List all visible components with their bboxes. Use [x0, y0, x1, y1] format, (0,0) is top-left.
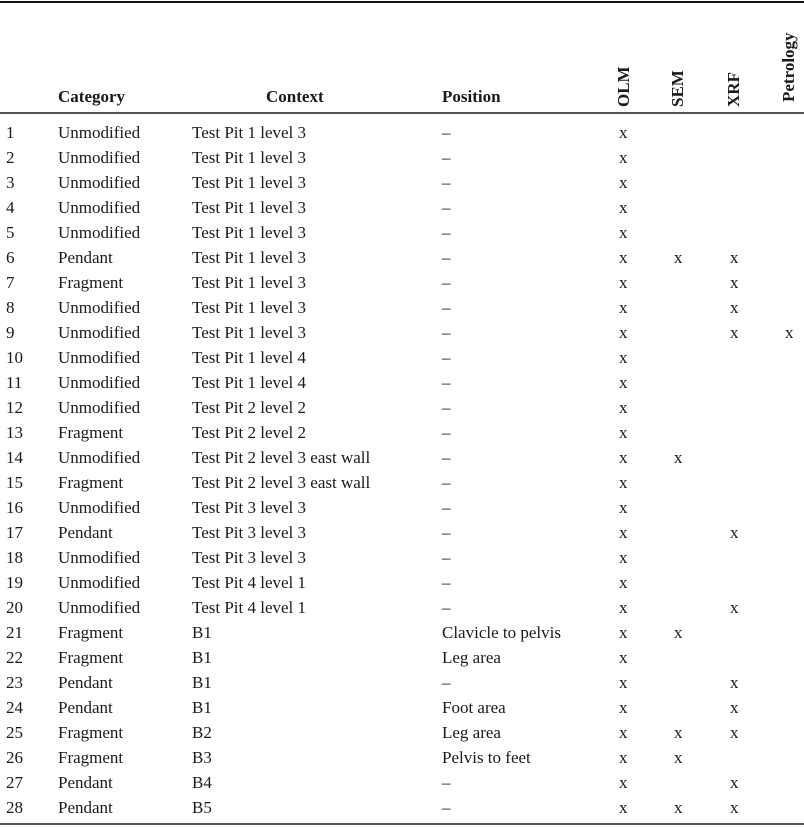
row-id: 25	[6, 723, 23, 742]
table-row	[0, 595, 804, 620]
context-cell: Test Pit 2 level 2	[192, 398, 307, 417]
table-row	[0, 495, 804, 520]
category-cell: Unmodified	[58, 173, 141, 192]
olm-cell: x	[619, 798, 628, 817]
table-row	[0, 420, 804, 445]
position-cell: –	[442, 248, 451, 267]
context-cell: Test Pit 2 level 2	[192, 423, 307, 442]
context-cell: B2	[192, 723, 212, 742]
row-id: 1	[6, 123, 15, 142]
category-cell: Pendant	[58, 698, 113, 717]
context-cell: Test Pit 1 level 3	[192, 123, 307, 142]
row-id: 26	[6, 748, 23, 767]
context-cell: B1	[192, 698, 212, 717]
row-id: 3	[6, 173, 15, 192]
header-position: Position	[442, 87, 501, 106]
position-cell: –	[442, 498, 451, 517]
category-cell: Unmodified	[58, 498, 141, 517]
context-cell: Test Pit 1 level 3	[192, 273, 307, 292]
olm-cell: x	[619, 473, 628, 492]
olm-cell: x	[619, 398, 628, 417]
row-id: 7	[6, 273, 15, 292]
category-cell: Pendant	[58, 248, 113, 267]
row-id: 12	[6, 398, 23, 417]
category-cell: Fragment	[58, 748, 124, 767]
olm-cell: x	[619, 148, 628, 167]
context-cell: B1	[192, 673, 212, 692]
header-context: Context	[266, 87, 324, 106]
olm-cell: x	[619, 573, 628, 592]
row-id: 19	[6, 573, 23, 592]
category-cell: Unmodified	[58, 198, 141, 217]
xrf-cell: x	[730, 523, 739, 542]
sem-cell: x	[674, 623, 683, 642]
context-cell: Test Pit 2 level 3 east wall	[192, 448, 371, 467]
olm-cell: x	[619, 173, 628, 192]
olm-cell: x	[619, 598, 628, 617]
table-row	[0, 245, 804, 270]
table-row	[0, 320, 804, 345]
position-cell: –	[442, 573, 451, 592]
table-row	[0, 520, 804, 545]
table-top-rule	[0, 1, 804, 3]
category-cell: Pendant	[58, 773, 113, 792]
row-id: 6	[6, 248, 15, 267]
olm-cell: x	[619, 373, 628, 392]
category-cell: Unmodified	[58, 348, 141, 367]
olm-cell: x	[619, 298, 628, 317]
category-cell: Pendant	[58, 673, 113, 692]
position-cell: –	[442, 423, 451, 442]
category-cell: Unmodified	[58, 323, 141, 342]
row-id: 21	[6, 623, 23, 642]
table-row	[0, 770, 804, 795]
olm-cell: x	[619, 198, 628, 217]
position-cell: –	[442, 448, 451, 467]
category-cell: Unmodified	[58, 398, 141, 417]
table-row	[0, 545, 804, 570]
category-cell: Unmodified	[58, 123, 141, 142]
position-cell: Leg area	[442, 648, 501, 667]
row-id: 13	[6, 423, 23, 442]
xrf-cell: x	[730, 673, 739, 692]
context-cell: Test Pit 1 level 3	[192, 248, 307, 267]
sem-cell: x	[674, 748, 683, 767]
olm-cell: x	[619, 748, 628, 767]
header-category: Category	[58, 87, 126, 106]
table-row	[0, 620, 804, 645]
olm-cell: x	[619, 223, 628, 242]
context-cell: Test Pit 1 level 3	[192, 323, 307, 342]
position-cell: –	[442, 198, 451, 217]
table-row	[0, 120, 804, 145]
context-cell: Test Pit 4 level 1	[192, 573, 307, 592]
table-row	[0, 395, 804, 420]
xrf-cell: x	[730, 273, 739, 292]
olm-cell: x	[619, 273, 628, 292]
context-cell: Test Pit 1 level 3	[192, 148, 307, 167]
category-cell: Pendant	[58, 798, 113, 817]
row-id: 23	[6, 673, 23, 692]
olm-cell: x	[619, 723, 628, 742]
category-cell: Unmodified	[58, 448, 141, 467]
table-row	[0, 570, 804, 595]
olm-cell: x	[619, 248, 628, 267]
table-row	[0, 645, 804, 670]
row-id: 4	[6, 198, 15, 217]
row-id: 22	[6, 648, 23, 667]
table-row	[0, 470, 804, 495]
olm-cell: x	[619, 498, 628, 517]
xrf-cell: x	[730, 798, 739, 817]
context-cell: Test Pit 1 level 4	[192, 348, 307, 367]
context-cell: Test Pit 3 level 3	[192, 498, 307, 517]
context-cell: Test Pit 1 level 3	[192, 198, 307, 217]
context-cell: Test Pit 3 level 3	[192, 548, 307, 567]
context-cell: Test Pit 4 level 1	[192, 598, 307, 617]
table-row	[0, 445, 804, 470]
table-row	[0, 720, 804, 745]
row-id: 11	[6, 373, 23, 392]
sem-cell: x	[674, 723, 683, 742]
position-cell: –	[442, 348, 451, 367]
row-id: 17	[6, 523, 23, 542]
olm-cell: x	[619, 773, 628, 792]
row-id: 24	[6, 698, 23, 717]
category-cell: Pendant	[58, 523, 113, 542]
position-cell: –	[442, 598, 451, 617]
xrf-cell: x	[730, 773, 739, 792]
position-cell: Leg area	[442, 723, 501, 742]
olm-cell: x	[619, 448, 628, 467]
olm-cell: x	[619, 623, 628, 642]
petrology-cell: x	[785, 323, 794, 342]
row-id: 8	[6, 298, 15, 317]
row-id: 20	[6, 598, 23, 617]
row-id: 10	[6, 348, 23, 367]
position-cell: –	[442, 398, 451, 417]
row-id: 5	[6, 223, 15, 242]
olm-cell: x	[619, 523, 628, 542]
table-bottom-rule	[0, 823, 804, 825]
context-cell: Test Pit 1 level 3	[192, 298, 307, 317]
category-cell: Unmodified	[58, 223, 141, 242]
table-row	[0, 695, 804, 720]
category-cell: Unmodified	[58, 573, 141, 592]
position-cell: Foot area	[442, 698, 506, 717]
row-id: 15	[6, 473, 23, 492]
position-cell: –	[442, 548, 451, 567]
sem-cell: x	[674, 448, 683, 467]
table-row	[0, 745, 804, 770]
olm-cell: x	[619, 423, 628, 442]
row-id: 9	[6, 323, 15, 342]
row-id: 27	[6, 773, 23, 792]
xrf-cell: x	[730, 248, 739, 267]
context-cell: Test Pit 1 level 3	[192, 223, 307, 242]
position-cell: –	[442, 798, 451, 817]
table-row	[0, 670, 804, 695]
xrf-cell: x	[730, 323, 739, 342]
sem-cell: x	[674, 248, 683, 267]
header-xrf: XRF	[724, 72, 743, 107]
olm-cell: x	[619, 648, 628, 667]
category-cell: Fragment	[58, 473, 124, 492]
table-row	[0, 145, 804, 170]
header-petrology: Petrology	[779, 32, 798, 102]
category-cell: Unmodified	[58, 598, 141, 617]
table-body	[0, 120, 804, 820]
olm-cell: x	[619, 548, 628, 567]
table-header-rule	[0, 112, 804, 114]
header-olm: OLM	[614, 66, 633, 107]
context-cell: B1	[192, 623, 212, 642]
table-row	[0, 270, 804, 295]
position-cell: –	[442, 673, 451, 692]
table-row	[0, 220, 804, 245]
table-row	[0, 295, 804, 320]
context-cell: Test Pit 2 level 3 east wall	[192, 473, 371, 492]
position-cell: Clavicle to pelvis	[442, 623, 561, 642]
category-cell: Unmodified	[58, 548, 141, 567]
position-cell: –	[442, 273, 451, 292]
row-id: 18	[6, 548, 23, 567]
olm-cell: x	[619, 123, 628, 142]
category-cell: Fragment	[58, 723, 124, 742]
xrf-cell: x	[730, 298, 739, 317]
olm-cell: x	[619, 698, 628, 717]
position-cell: –	[442, 373, 451, 392]
context-cell: B5	[192, 798, 212, 817]
olm-cell: x	[619, 673, 628, 692]
position-cell: –	[442, 148, 451, 167]
table-row	[0, 795, 804, 820]
context-cell: Test Pit 1 level 3	[192, 173, 307, 192]
context-cell: B4	[192, 773, 212, 792]
category-cell: Fragment	[58, 648, 124, 667]
context-cell: Test Pit 3 level 3	[192, 523, 307, 542]
category-cell: Fragment	[58, 423, 124, 442]
position-cell: –	[442, 473, 451, 492]
context-cell: B1	[192, 648, 212, 667]
context-cell: B3	[192, 748, 212, 767]
table-row	[0, 345, 804, 370]
header-sem: SEM	[668, 70, 687, 107]
position-cell: –	[442, 298, 451, 317]
category-cell: Fragment	[58, 273, 124, 292]
olm-cell: x	[619, 323, 628, 342]
position-cell: –	[442, 173, 451, 192]
table-row	[0, 195, 804, 220]
context-cell: Test Pit 1 level 4	[192, 373, 307, 392]
position-cell: –	[442, 123, 451, 142]
xrf-cell: x	[730, 598, 739, 617]
xrf-cell: x	[730, 723, 739, 742]
sem-cell: x	[674, 798, 683, 817]
table-row	[0, 370, 804, 395]
row-id: 2	[6, 148, 15, 167]
category-cell: Unmodified	[58, 298, 141, 317]
category-cell: Unmodified	[58, 148, 141, 167]
position-cell: –	[442, 323, 451, 342]
category-cell: Fragment	[58, 623, 124, 642]
row-id: 28	[6, 798, 23, 817]
xrf-cell: x	[730, 698, 739, 717]
table-row	[0, 170, 804, 195]
position-cell: –	[442, 773, 451, 792]
position-cell: Pelvis to feet	[442, 748, 531, 767]
category-cell: Unmodified	[58, 373, 141, 392]
row-id: 16	[6, 498, 23, 517]
olm-cell: x	[619, 348, 628, 367]
row-id: 14	[6, 448, 23, 467]
position-cell: –	[442, 523, 451, 542]
position-cell: –	[442, 223, 451, 242]
